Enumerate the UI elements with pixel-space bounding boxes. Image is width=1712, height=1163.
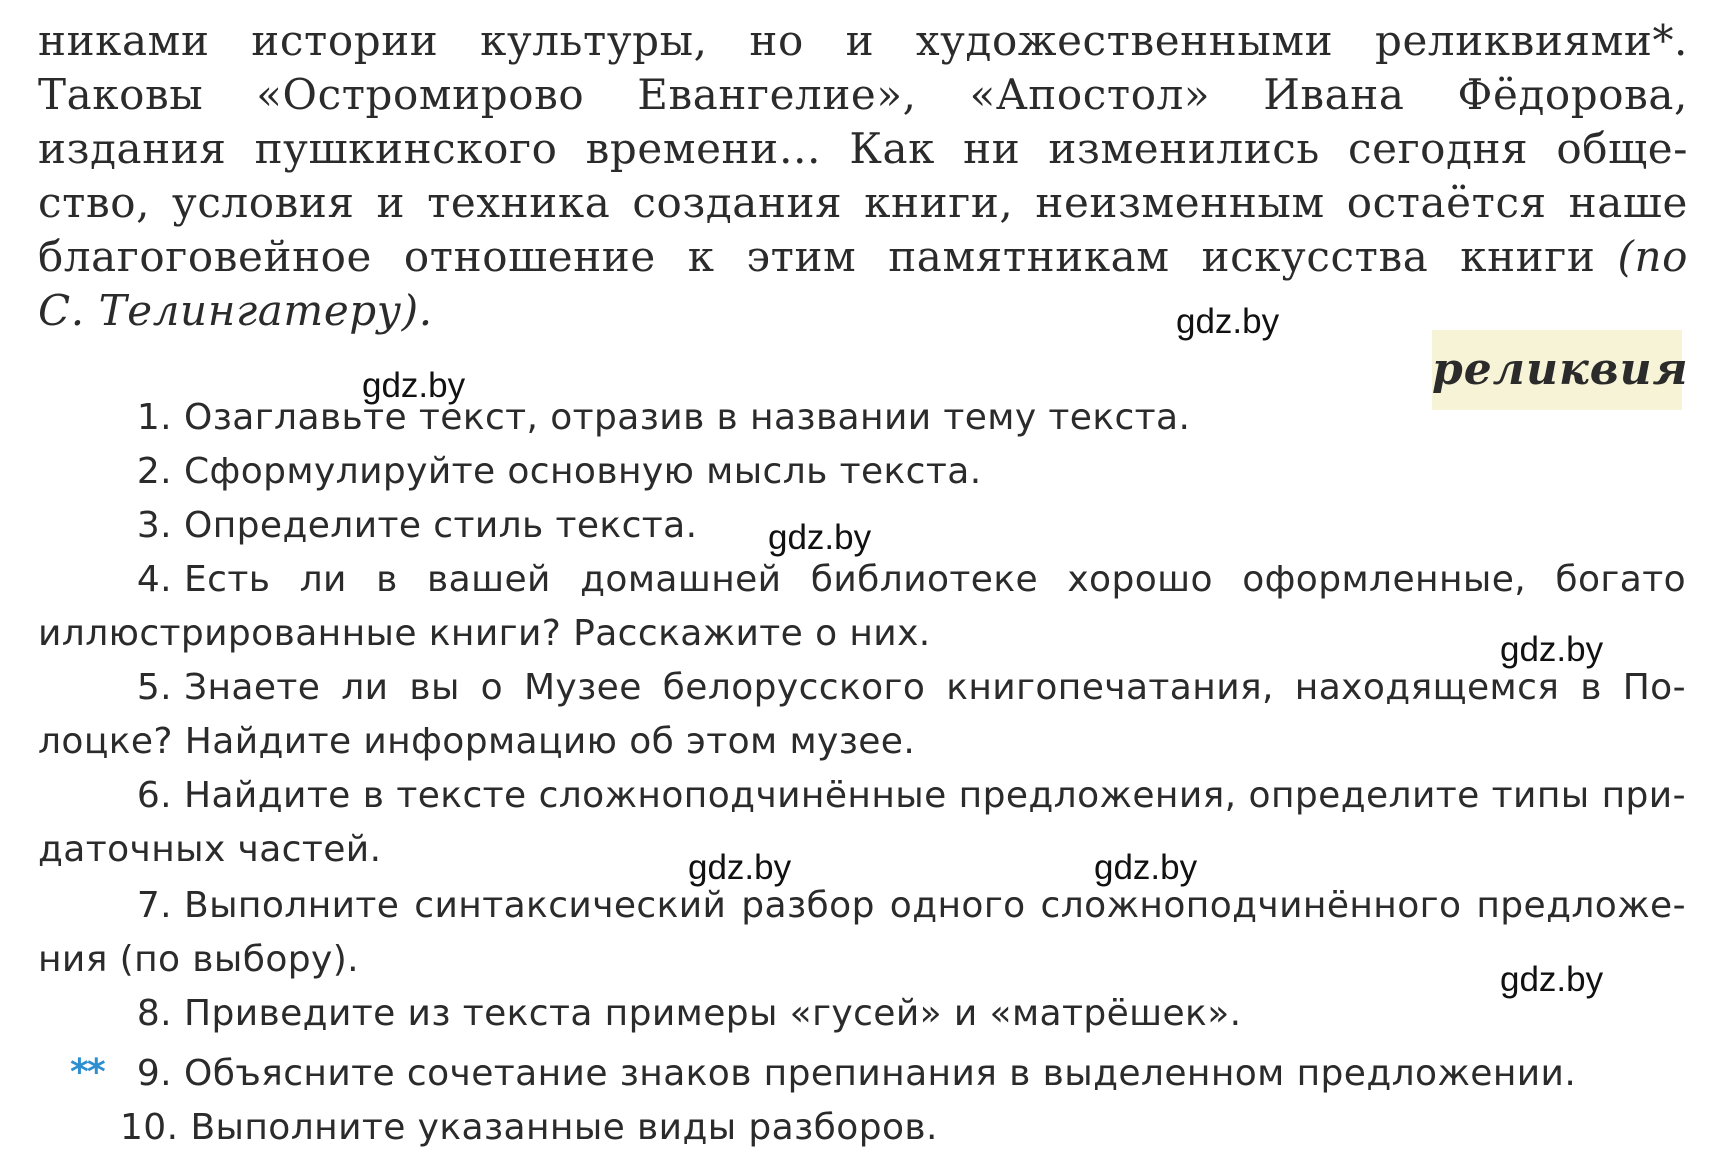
- task-4: [120, 554, 1686, 606]
- passage-line-1: никами истории культуры, но и художественными реликвиями*.: [38, 16, 1688, 65]
- watermark: gdz.by: [1094, 848, 1198, 887]
- task-4-continuation: иллюстрированные книги? Расскажите о них.: [38, 613, 931, 654]
- passage-line-3: издания пушкинского времени… Как ни изменились сегодня обще-: [38, 124, 1688, 173]
- task-text: Выполните указанные виды разборов.: [190, 1107, 938, 1148]
- difficulty-stars-icon: **: [70, 1052, 104, 1093]
- task-1: [120, 392, 1190, 444]
- task-text: Найдите в тексте сложноподчинённые предложения, определите типы при-: [184, 775, 1686, 816]
- task-5: [120, 662, 1686, 714]
- task-9: [120, 1048, 1576, 1100]
- task-2: [120, 446, 982, 498]
- passage-line-5: [38, 228, 1688, 286]
- task-5-continuation: лоцке? Найдите информацию об этом музее.: [38, 721, 916, 762]
- watermark: gdz.by: [1176, 302, 1280, 341]
- task-number: 10.: [120, 1107, 179, 1148]
- task-number: 6.: [136, 775, 172, 816]
- task-8: [120, 988, 1241, 1040]
- task-text: Знаете ли вы о Музее белорусского книгопечатания, находящемся в По-: [184, 667, 1686, 708]
- task-text: Определите стиль текста.: [184, 505, 698, 546]
- watermark: gdz.by: [1500, 960, 1604, 999]
- task-number: 4.: [136, 559, 172, 600]
- task-number: 7.: [136, 885, 172, 926]
- task-text: Объясните сочетание знаков препинания в выделенном предложении.: [184, 1053, 1577, 1094]
- task-10: [120, 1102, 938, 1154]
- task-number: 3.: [136, 505, 172, 546]
- task-text: Выполните синтаксический разбор одного сложноподчинённого предложе-: [184, 885, 1686, 926]
- task-number: 5.: [136, 667, 172, 708]
- task-3: [120, 500, 697, 552]
- task-6: [120, 770, 1686, 822]
- task-6-continuation: даточных частей.: [38, 829, 382, 870]
- watermark: gdz.by: [768, 518, 872, 557]
- task-number: 2.: [136, 451, 172, 492]
- task-text: Приведите из текста примеры «гусей» и «матрёшек».: [184, 993, 1242, 1034]
- attribution-start: (по: [1617, 232, 1688, 281]
- task-text: Есть ли в вашей домашней библиотеке хорошо оформленные, богато: [184, 559, 1686, 600]
- vocabulary-box: [1432, 330, 1689, 410]
- task-number: 1.: [136, 397, 172, 438]
- task-text: Озаглавьте текст, отразив в названии тему текста.: [184, 397, 1191, 438]
- watermark: gdz.by: [688, 848, 792, 887]
- attribution-end: ).: [401, 286, 433, 335]
- watermark: gdz.by: [362, 366, 466, 405]
- vocabulary-word: реликвия: [1432, 344, 1689, 395]
- attribution-author: С. Телингатеру: [38, 286, 402, 335]
- task-text: Сформулируйте основную мысль текста.: [184, 451, 982, 492]
- passage-line-2: Таковы «Остромирово Евангелие», «Апостол» Ивана Фёдорова,: [38, 70, 1688, 119]
- task-7-continuation: ния (по выбору).: [38, 939, 359, 980]
- task-number: 9.: [136, 1053, 172, 1094]
- passage-line-5-text: благоговейное отношение к этим памятникам искусства книги: [38, 232, 1596, 281]
- task-7: [120, 880, 1686, 932]
- watermark: gdz.by: [1500, 630, 1604, 669]
- passage-line-4: ство, условия и техника создания книги, неизменным остаётся наше: [38, 178, 1688, 227]
- task-number: 8.: [136, 993, 172, 1034]
